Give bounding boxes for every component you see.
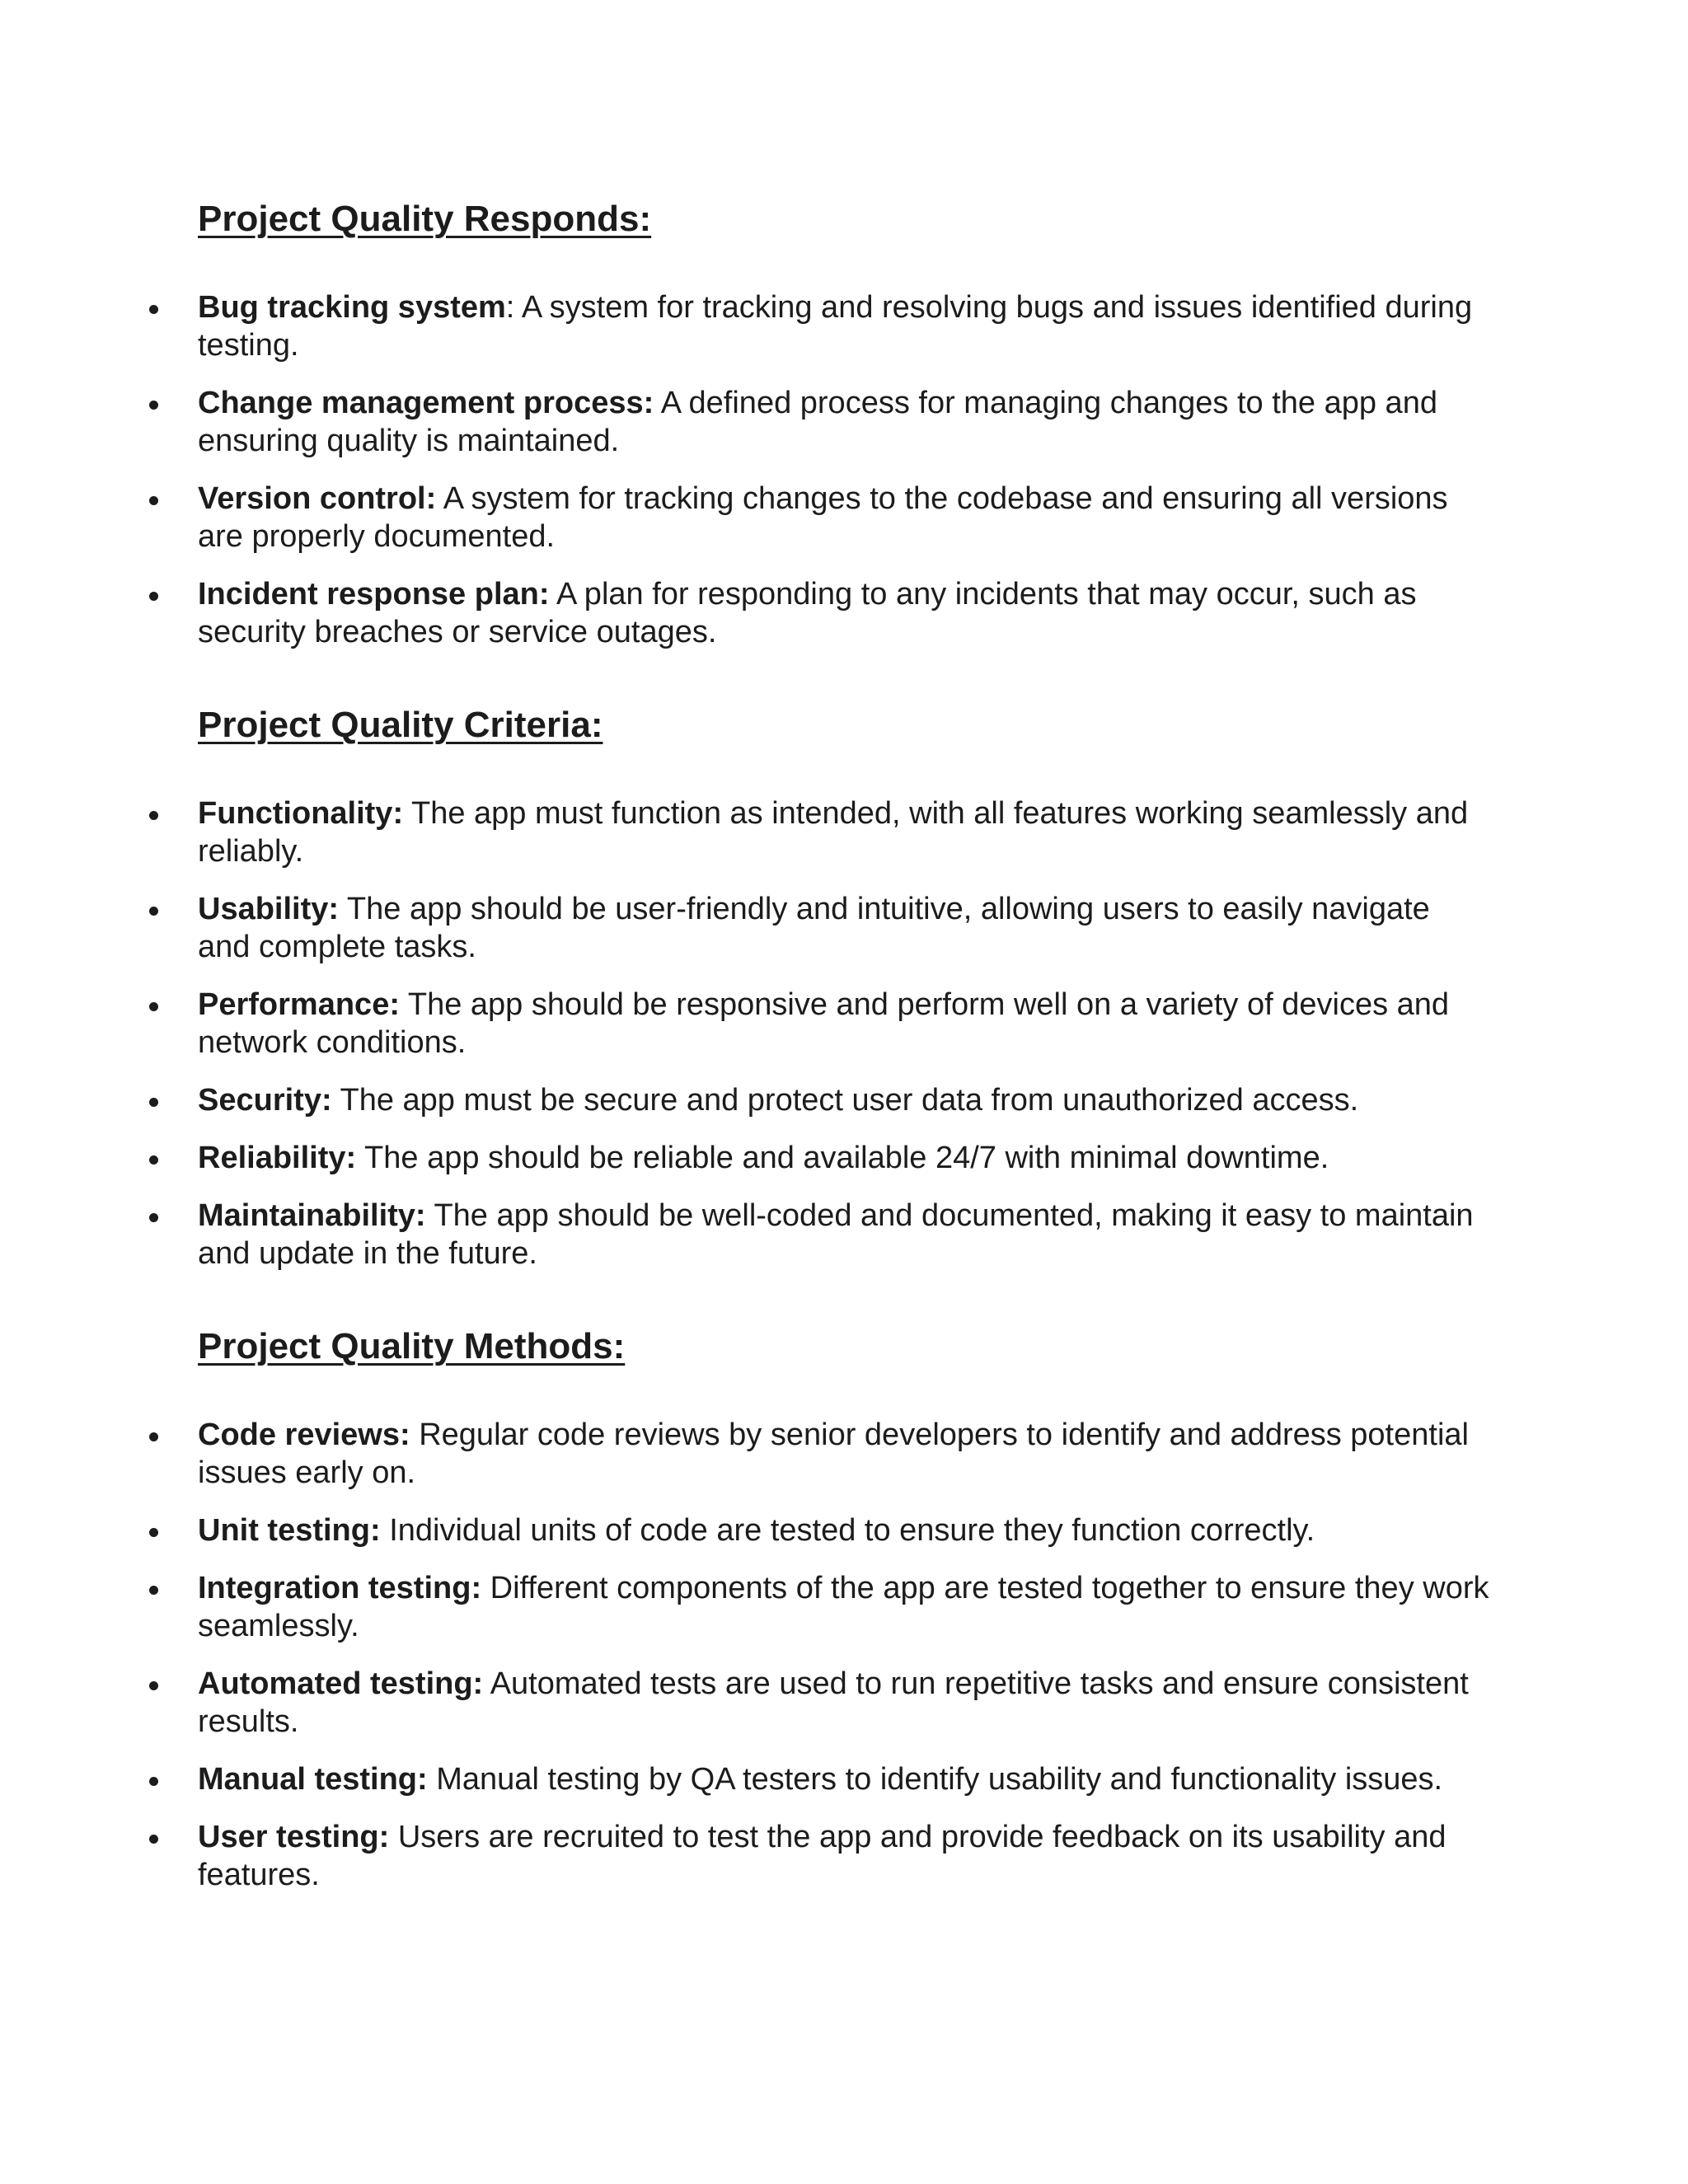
item-text: The app must be secure and protect user data from unauthorized access. xyxy=(340,1083,1359,1118)
bullet-icon xyxy=(149,305,158,314)
item-text: The app should be reliable and available 24/7 with minimal downtime. xyxy=(364,1141,1329,1175)
item-text: Automated tests are used to run repetitive tasks and ensure consistent results. xyxy=(198,1666,1469,1739)
item-separator xyxy=(428,1762,437,1797)
item-text: A defined process for managing changes to the app and ensuring quality is maintained. xyxy=(198,386,1437,458)
bullet-icon xyxy=(149,496,158,505)
item-term: Unit testing: xyxy=(198,1513,381,1548)
list-item xyxy=(0,1139,1688,1177)
item-term: Security: xyxy=(198,1083,332,1118)
item-term: Bug tracking system xyxy=(198,290,506,325)
list-item xyxy=(0,1818,1688,1894)
list-item xyxy=(0,1665,1688,1741)
item-term: Incident response plan: xyxy=(198,577,550,612)
item-separator xyxy=(410,1418,420,1452)
item-term: Code reviews: xyxy=(198,1418,410,1452)
list-item xyxy=(0,480,1688,555)
list-item xyxy=(0,1569,1688,1645)
list-item xyxy=(0,890,1688,966)
item-separator xyxy=(389,1820,398,1854)
item-separator xyxy=(426,1198,434,1233)
bullet-icon xyxy=(149,1681,158,1690)
list-item xyxy=(0,288,1688,364)
item-text: The app should be responsive and perform well on a variety of devices and network conditions. xyxy=(198,987,1450,1060)
item-text: A system for tracking and resolving bugs and issues identified during testing. xyxy=(198,290,1473,363)
bullet-icon xyxy=(149,907,158,916)
list-item xyxy=(0,1416,1688,1492)
item-term: Version control: xyxy=(198,481,437,516)
item-separator xyxy=(654,386,660,420)
item-text: Manual testing by QA testers to identify usability and functionality issues. xyxy=(436,1762,1443,1797)
item-text: The app should be well-coded and documented, making it easy to maintain and update in the future. xyxy=(198,1198,1474,1271)
list-item xyxy=(0,575,1688,651)
bullet-icon xyxy=(149,1528,158,1537)
section-heading-methods: Project Quality Methods: xyxy=(198,1326,626,1366)
criteria-list xyxy=(0,794,1688,1292)
list-item xyxy=(0,384,1688,460)
bullet-icon xyxy=(149,1213,158,1222)
section-heading-responds: Project Quality Responds: xyxy=(198,199,652,239)
list-item xyxy=(0,1081,1688,1119)
item-term: Integration testing: xyxy=(198,1571,482,1605)
item-text: Individual units of code are tested to ensure they function correctly. xyxy=(389,1513,1315,1548)
item-text: Different components of the app are tested together to ensure they work seamlessly. xyxy=(198,1571,1489,1643)
item-separator xyxy=(403,796,411,831)
item-separator xyxy=(339,892,347,926)
item-term: Automated testing: xyxy=(198,1666,484,1701)
item-separator xyxy=(481,1571,490,1605)
item-separator xyxy=(483,1666,490,1701)
bullet-icon xyxy=(149,401,158,410)
item-text: Users are recruited to test the app and provide feedback on its usability and features. xyxy=(198,1820,1447,1892)
responds-list xyxy=(0,288,1688,671)
bullet-icon xyxy=(149,1002,158,1011)
item-separator xyxy=(356,1141,364,1175)
list-item xyxy=(0,794,1688,870)
bullet-icon xyxy=(149,1098,158,1107)
bullet-icon xyxy=(149,1777,158,1786)
list-item xyxy=(0,1197,1688,1272)
bullet-icon xyxy=(149,1155,158,1165)
item-term: Manual testing: xyxy=(198,1762,428,1797)
item-separator xyxy=(381,1513,390,1548)
item-term: Usability: xyxy=(198,892,340,926)
item-text: The app should be user-friendly and intuitive, allowing users to easily navigate and complete tasks. xyxy=(198,892,1430,964)
item-term: User testing: xyxy=(198,1820,390,1854)
list-item xyxy=(0,986,1688,1062)
item-term: Maintainability: xyxy=(198,1198,426,1233)
item-separator xyxy=(436,481,443,516)
item-separator xyxy=(550,577,556,612)
item-text: The app must function as intended, with all features working seamlessly and reliably. xyxy=(198,796,1469,869)
item-text: A plan for responding to any incidents that may occur, such as security breaches or service outages. xyxy=(198,577,1417,649)
item-separator xyxy=(332,1083,340,1118)
item-separator xyxy=(400,987,408,1022)
bullet-icon xyxy=(149,811,158,820)
bullet-icon xyxy=(149,592,158,601)
item-separator: : xyxy=(505,290,522,325)
bullet-icon xyxy=(149,1586,158,1595)
list-item xyxy=(0,1760,1688,1798)
bullet-icon xyxy=(149,1835,158,1844)
methods-list xyxy=(0,1416,1688,1914)
item-term: Change management process: xyxy=(198,386,654,420)
item-text: A system for tracking changes to the codebase and ensuring all versions are properly documented. xyxy=(198,481,1448,554)
list-item xyxy=(0,1511,1688,1549)
item-term: Reliability: xyxy=(198,1141,357,1175)
item-term: Performance: xyxy=(198,987,400,1022)
bullet-icon xyxy=(149,1432,158,1441)
item-text: Regular code reviews by senior developers to identify and address potential issues early on. xyxy=(198,1418,1469,1490)
section-heading-criteria: Project Quality Criteria: xyxy=(198,705,603,745)
item-term: Functionality: xyxy=(198,796,404,831)
